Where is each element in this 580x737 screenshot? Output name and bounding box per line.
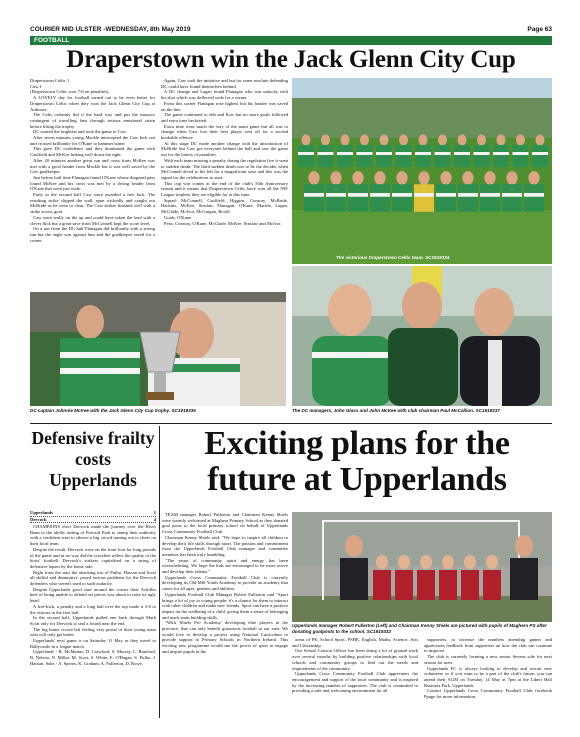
paragraph: Pens: Conway, O'Kane, McGlade, McKee, Sinclair and McIvor. <box>164 220 282 226</box>
school-photo <box>292 512 552 622</box>
story1-column-1 <box>30 78 155 290</box>
paragraph: After seven minutes young Mackle intercepted the Caw kick out and crossed brilliantly for O'Kane to hammer home. <box>30 135 155 146</box>
paragraph: areas of PE, School Sport, PSHE, English, Maths, Science, Arts and Citizenship. <box>292 637 418 648</box>
team-name: Upperlands <box>30 510 53 515</box>
paragraph: Chairman Kenny Shiels said: "We hope to inspire all children to develop their life skills through sport. The passion and commitment from the Upperlands Football Club manager and committee members has been truly humbling. <box>162 534 288 557</box>
paragraph: Early in the second half Caw were awarded a free kick. The resulting strike clipped the wall, spun wickedly and caught out McBride as he went to clear. The Caw striker finished well with a strike across goal. <box>30 192 155 215</box>
team-photo-icon <box>292 78 552 264</box>
paragraph: Caw 1 <box>30 83 42 89</box>
paragraph: From this corner Flanagan rose highest but his header was saved on the line. <box>161 100 288 112</box>
paragraph: A LOVELY day for football turned out to be even better for Draperstown Celtic when they won the Jack Glenn City Cup at Ardmore. <box>30 95 155 112</box>
paragraph: "The sense of community spirit and energy has been overwhelming. We hope the kids are encouraged to be more active and develop their talents." <box>162 557 288 575</box>
paragraph: Upperlands Cross Community Football Club is currently developing its Old Mill Youth Academy to provide an academy that caters for all ages, genders and abilities. <box>162 574 288 592</box>
paragraph: Draperstown Celtic 1 <box>30 78 70 83</box>
paragraph: On a run from the DC half Flanagan did brilliantly with a strong run but the angle was against him and the goalkeeper saved for a corner. <box>30 226 155 243</box>
paragraph: The club is currently forming a new senior Sevens side for next season for men. <box>424 654 552 665</box>
story2-column <box>30 524 156 720</box>
story1-headline: Draperstown win the Jack Glenn City Cup <box>66 46 516 73</box>
managers-photo <box>292 266 552 406</box>
masthead <box>30 24 552 34</box>
paragraph: This gave DC confidence and they dominated the game with Caulfield and McKee linking well down the right. <box>30 146 155 158</box>
paragraph: "With 'Shiels Pro Academy' developing elite players in the province, that can only benefit grassroots football in our area. We would love to develop a project using National Curriculum to provide support to Primary Schools in Northern Ireland. This exciting new programme would use the power of sport to engage and inspire pupils in the <box>162 620 288 654</box>
paragraph: Despite Upperlands good start around the corner their Achilles heel of being unable to defend set pieces was about to raise its ugly head. <box>30 586 156 604</box>
paragraph: DC started the brightest and took the game to Caw. <box>33 129 127 135</box>
paragraph: After 20 minutes another great run and cross from McKee was met with a good header from Mackle but it was well saved by the Caw goalkeeper. <box>30 157 155 175</box>
team-photo-caption: The victorious Draperstown Celtic team. SC1919334 <box>336 255 450 260</box>
paragraph: Right from the start the attacking trio of Pulho, Hassan and Scott all skilful and diminutive, posed serious problems for the Dervock defenders who weren't used to such audacity. <box>30 569 156 587</box>
paragraph: The big home crowd left feeling very proud of their young team who will only get better. <box>30 626 156 638</box>
trophy-photo-icon <box>30 292 286 406</box>
paragraph: Upperlands Cross Community Football Club appreciates the encouragement and support of the local community and is inspired by the increasing number of supporters. The club is committed to providing a safe and welcoming environment for all <box>292 671 418 694</box>
story3-column-1 <box>162 512 288 718</box>
page-number: Page 63 <box>527 25 552 33</box>
paragraph: supporters, to increase the numbers attending games and appreciates feedback from supporters on how the club can continue to improve. <box>424 637 552 654</box>
paragraph: Caw were really on the up and could have taken the lead with a clever flick but a great save from McConnell kept the score level. <box>30 214 155 226</box>
team-name: Dervock <box>30 516 47 522</box>
school-photo-caption: Upperlands manager Robert Fullerton (Left) and Chairman Kenny Shiels are pictured with pupils of Maghera PS after donating goalposts to the school. SC1919332 <box>292 623 547 634</box>
paragraph: Just before half time Flanagan found O'Kane whose diagonal pass found McKee and his cross was met by a diving header from O'Kane that went just wide. <box>30 174 155 192</box>
paragraph: Again, Caw took the initiative and but for some resolute defending DC could have found themselves behind. <box>161 78 288 89</box>
paragraph: This cup win comes at the end of the club's 50th Anniversary season and it means that Draperstown Celtic have won all the NW League trophies they are eligible for at this time. <box>161 180 288 198</box>
paragraph: CHAMPIONS elect Dervock made the journey over the River Bann to the idyllic setting of Festival Park to stamp their authority with a confident strut to silence a big crowd turning out to cheer on their local team. <box>30 524 156 547</box>
paragraph: Upperlands - B. McManus; D. Crawford, S. Murray, L. Bamford, B. Nelson, N. Millar, M. Scott, S. White, E. O'Hagan, S. Pulho, J. Hassan. Subs - A. Spears, K. Graham, A. Fullerton, D. Rowe. <box>30 649 156 666</box>
paragraph: Extra time went much the way of the main game but all was to change when Caw lost their best player sent off for a second bookable offence. <box>161 123 288 141</box>
section-label: FOOTBALL <box>30 36 552 45</box>
paragraph: In the second half, Upperlands pulled one back through Mark Scott only for Dervock to seal a fourth near the end. <box>30 615 156 626</box>
paragraph: The Celts certainly did it the hard way and put the massive contingent of travelling fans through serious emotional strain before lifting the trophy. <box>30 112 155 129</box>
paragraph: (Draperstown Celtic won 7-6 on penalties) <box>30 89 109 95</box>
paragraph: The game continued to ebb and flow but no more goals followed and extra time beckoned. <box>161 112 288 123</box>
paragraph: Upperlands' next game is on Saturday 11 May as they travel to Ballycastle in a league match. <box>30 638 156 649</box>
paragraph: A DC change and Lagan found Flanagan who was unlucky with his shot which was deflected wide for a corner. <box>161 89 288 101</box>
column-divider <box>159 426 160 718</box>
paragraph: A free-kick, a penalty and a long ball over the top made it 3-0 to the visitors in the first half. <box>30 603 156 615</box>
score-row <box>30 517 156 523</box>
paragraph: Contact Upperlands Cross Community Football Club facebook Ppage for more information. <box>424 688 552 700</box>
team-score: 4 <box>153 516 156 522</box>
team-photo <box>292 78 552 264</box>
story3-headline: Exciting plans for the future at Upperlands <box>204 425 510 498</box>
managers-photo-icon <box>292 266 552 406</box>
story3-column-3 <box>424 637 552 717</box>
captain-photo <box>30 292 286 406</box>
section-divider <box>30 423 552 424</box>
story3-column-2 <box>292 637 418 717</box>
paragraph: At this stage DC made another change with the introduction of McBride but Caw got everyone behind the ball and saw the game out for the lottery of penalties. <box>161 140 288 158</box>
paragraph: Goals: O'Kane. <box>164 214 193 220</box>
team-score: 1 <box>153 510 156 515</box>
story1-column-2 <box>161 78 288 290</box>
scoreline <box>30 510 156 523</box>
school-photo-icon <box>292 512 552 622</box>
paper-dateline: COURIER MID ULSTER -WEDNESDAY, 8th May 2019 <box>30 25 191 33</box>
managers-photo-caption: The DC managers, John Glass and John McKee with club chairman Paul McCallion. SC1919337 <box>292 408 500 413</box>
score-row <box>30 510 156 517</box>
paragraph: TEAM manager Robert Fullerton and Chairman Kenny Shiels were warmly welcomed at Maghera Primary School as they donated goal posts to the local primary school on behalf of Upperlands Cross Community Football Club. <box>162 512 288 535</box>
paragraph: Squad: McConnell, Caulfield, Higgins, Conway, McBride, Hackins, McKee, Sinclair, Flanagan, O'Kane, Mackle, Lagan, McGlade, McIvor, McGuigan, Bovill. <box>161 197 288 215</box>
paragraph: With each team missing a penalty during the regulation five it went to sudden death. The third sudden death was to be the decider when McConnell dived to his left for a magnificent save and this was the signal for the celebrations to start. <box>161 157 288 180</box>
paragraph: Upperlands FC is always looking to develop and recruit new volunteers so if you want to be a part of the club's future, you can attend their AGM on Tuesday, 14 May at 7pm at the Liberi Hall Business Park, Upperlands. <box>424 665 552 688</box>
story2-headline: Defensive frailty costs Upperlands <box>31 428 155 490</box>
paragraph: Upperlands Football Club Manager Robert Fullerton said "Sport brings a lot of joy to young people; it's a chance for them to interact with other children and make new friends. Sport can have a positive impact on the wellbeing of a child, giving them a sense of belonging and teach team building skills. <box>162 591 288 620</box>
paragraph: Despite the result, Dervock were on the front foot for long periods of the game and in no way did the scoreline reflect the quality of the hosts' football. Dervock's strikers capitalised on a string of defensive lapses by the home side. <box>30 546 156 569</box>
captain-photo-caption: DC captain Johnnie McKee with the Jack Glenn City Cup trophy. SC1919336 <box>30 408 196 413</box>
paragraph: Our School Liaison Officer has been doing a lot of ground work over several months by building positive relationships with local schools and community groups to find out the needs and requirements of the community. <box>292 648 418 671</box>
